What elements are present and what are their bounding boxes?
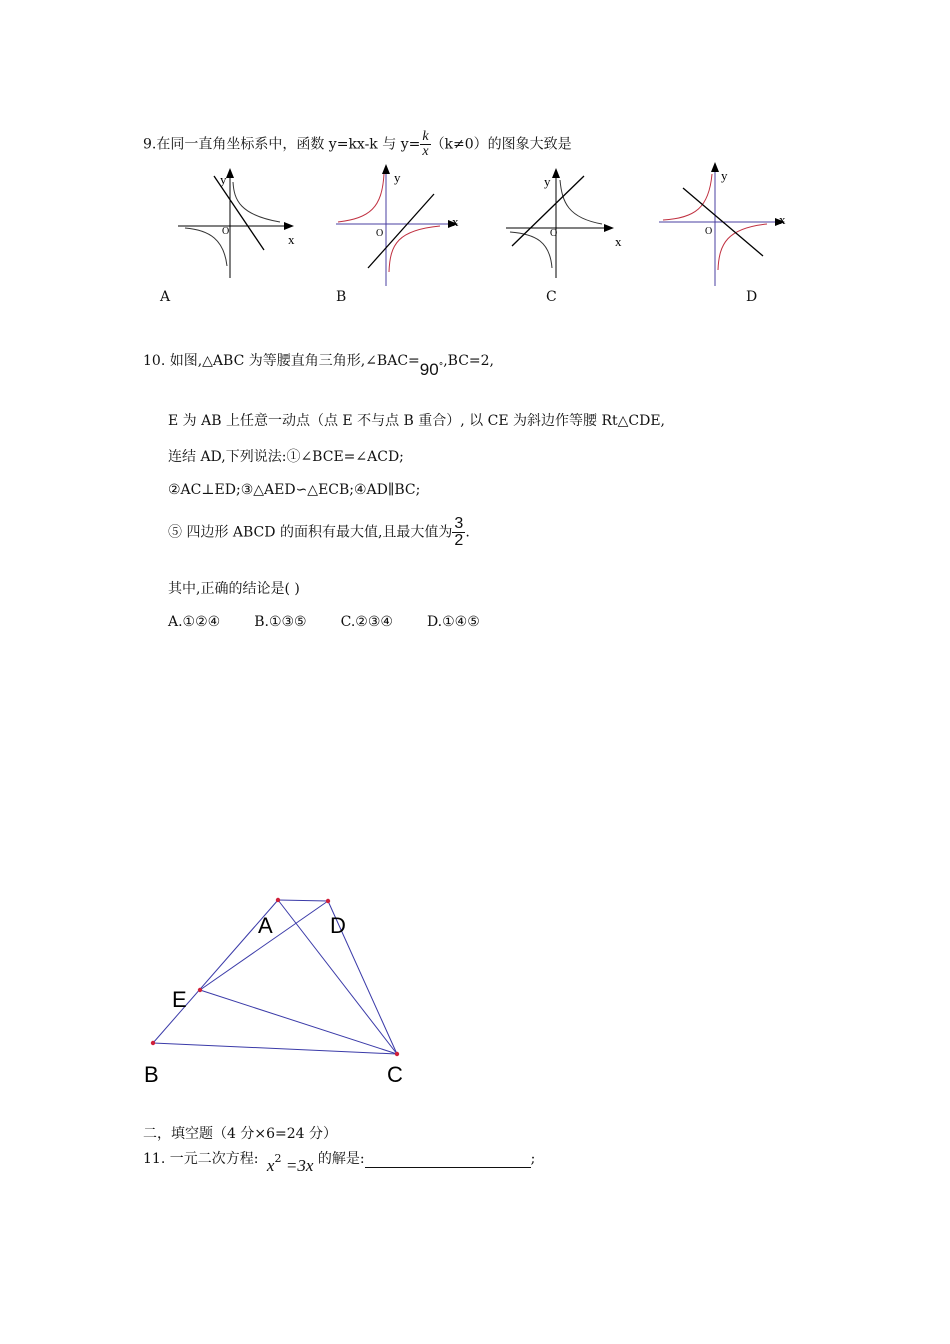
- graph-c-x-label: x: [615, 234, 622, 249]
- q11-suffix: 的解是:: [317, 1151, 365, 1167]
- q10-option-a: A.①②④: [168, 614, 221, 630]
- q10-line3: 连结 AD,下列说法:①∠BCE=∠ACD;: [168, 449, 404, 465]
- graph-d-y-label: y: [721, 168, 728, 183]
- graph-c-y-label: y: [544, 174, 551, 189]
- option-label-b: B: [336, 289, 347, 305]
- q11-answer-blank[interactable]: [365, 1153, 531, 1168]
- q11-end: ;: [530, 1151, 536, 1167]
- label-b: B: [144, 1062, 159, 1087]
- q9-fraction: $\frac{k}{x}$: [422, 129, 429, 159]
- graph-c-y-arrow: [552, 168, 560, 178]
- segment-bc: [153, 1043, 397, 1054]
- segment-ec: [200, 990, 397, 1054]
- graph-d-y-arrow: [711, 162, 719, 172]
- graph-a-origin: O: [222, 226, 230, 237]
- graph-a-hyperbola-1: [233, 182, 280, 222]
- q10-line2: E 为 AB 上任意一动点（点 E 不与点 B 重合）, 以 CE 为斜边作等腰 Rt△CDE,: [168, 413, 665, 429]
- graph-c-origin: O: [550, 228, 558, 239]
- q10-options: [168, 614, 514, 630]
- graph-d-hyperbola-2: [718, 224, 767, 270]
- graph-d-origin: O: [705, 226, 713, 237]
- segment-ad: [278, 900, 328, 901]
- graph-b-hyperbola-1: [338, 174, 384, 222]
- q9-prefix: 9.在同一直角坐标系中，函数 y=kx-k 与 y=: [143, 136, 421, 153]
- point-d: [326, 899, 330, 903]
- graph-a-y-label: y: [220, 172, 227, 187]
- q10-line4: ②AC⊥ED;③△AED∽△ECB;④AD∥BC;: [168, 482, 421, 498]
- graph-b: [330, 158, 470, 290]
- q11-prefix: 11. 一元二次方程:: [143, 1151, 259, 1167]
- label-a: A: [258, 913, 273, 938]
- q9-suffix: （k≠0）的图象大致是: [430, 136, 572, 153]
- q10-fraction: $\frac{3}{2}$: [454, 515, 464, 549]
- label-c: C: [387, 1062, 403, 1087]
- q10-line5-prefix: ⑤ 四边形 ABCD 的面积有最大值,且最大值为: [168, 524, 453, 541]
- q10-line1-suffix: ,BC=2,: [443, 353, 495, 369]
- graph-c-hyperbola-1: [560, 180, 602, 224]
- graph-d-x-label: x: [779, 212, 786, 227]
- q10-line5: [168, 516, 470, 549]
- graph-a-x-label: x: [288, 232, 295, 247]
- q10-option-d: D.①④⑤: [426, 614, 480, 630]
- point-c: [395, 1052, 399, 1056]
- section2-heading: 二，填空题（4 分×6=24 分）: [143, 1126, 337, 1142]
- point-b: [151, 1041, 155, 1045]
- point-e: [198, 988, 202, 992]
- q10-line6: 其中,正确的结论是( ): [168, 581, 300, 597]
- graph-d-hyperbola-1: [663, 174, 712, 220]
- graph-c-hyperbola-2: [510, 232, 552, 268]
- graph-b-y-arrow: [382, 164, 390, 174]
- label-d: D: [330, 913, 346, 938]
- graph-b-x-label: x: [452, 214, 459, 229]
- option-label-d: D: [746, 289, 758, 305]
- q11-eq-rhs: =3x: [285, 1156, 314, 1175]
- q10-option-c: C.②③④: [340, 614, 393, 630]
- point-a: [276, 898, 280, 902]
- graph-a-hyperbola-2: [185, 226, 230, 266]
- graph-a: [170, 160, 310, 290]
- q10-figure: [130, 885, 430, 1095]
- graph-a-line: [214, 176, 264, 250]
- q10-option-b: B.①③⑤: [254, 614, 307, 630]
- graph-c: [500, 160, 640, 290]
- q11-eq-lhs: x: [266, 1156, 275, 1175]
- q11-eq-exp: 2: [274, 1152, 282, 1165]
- label-e: E: [172, 987, 187, 1012]
- q10-line1-prefix: 10. 如图,△ABC 为等腰直角三角形,∠BAC=: [143, 353, 420, 369]
- graph-b-origin: O: [376, 228, 384, 239]
- graph-a-x-arrow: [284, 222, 294, 230]
- q10-degree: °: [438, 362, 444, 372]
- option-label-c: C: [546, 289, 557, 305]
- q10-line1: [143, 350, 495, 379]
- q11-line: [143, 1148, 536, 1175]
- graph-c-x-arrow: [604, 224, 614, 232]
- q10-line5-suffix: .: [465, 524, 470, 541]
- graph-b-y-label: y: [394, 170, 401, 185]
- graph-b-hyperbola-2: [389, 226, 440, 272]
- q10-angle-value: 90: [419, 360, 439, 379]
- graph-a-y-arrow: [226, 168, 234, 178]
- option-label-a: A: [160, 289, 171, 305]
- q9-stem: [143, 130, 572, 159]
- graph-d: [655, 156, 795, 290]
